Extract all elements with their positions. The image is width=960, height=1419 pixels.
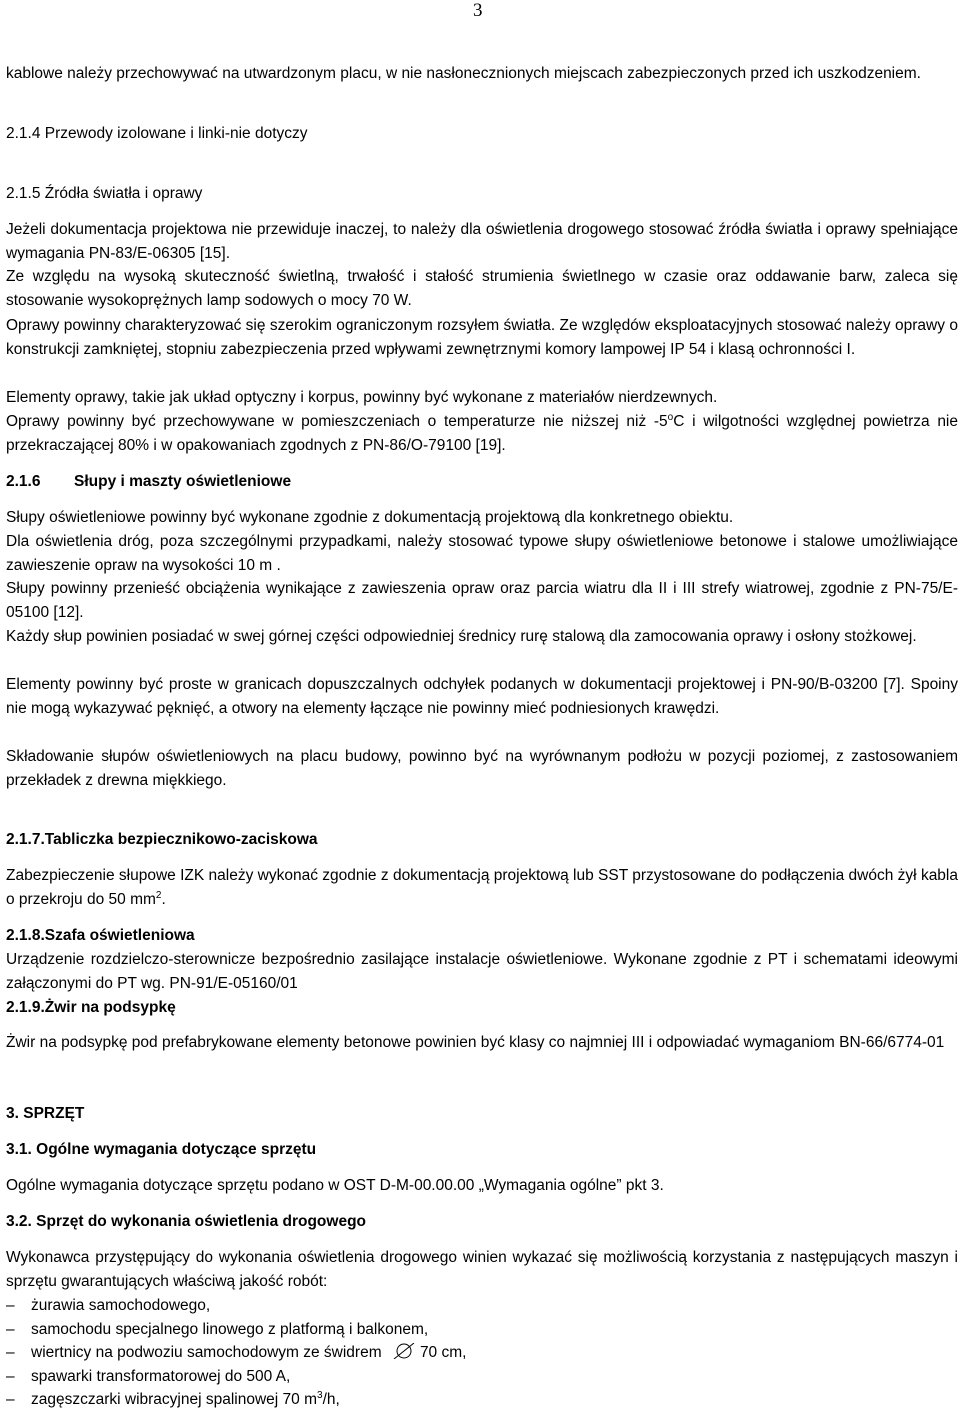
heading-2-1-4: 2.1.4 Przewody izolowane i linki-nie dotyczy <box>6 125 308 142</box>
paragraph-2-1-6-d: Każdy słup powinien posiadać w swej górnej części odpowiedniej średnicy rurę stalową dla zamocowania oprawy i osłony stożkowej. <box>6 628 917 645</box>
heading-3-1: 3.1. Ogólne wymagania dotyczące sprzętu <box>6 1141 317 1158</box>
list-item <box>6 1388 958 1412</box>
paragraph-2-1-6-b: Dla oświetlenia dróg, poza szczególnymi przypadkami, należy stosować typowe słupy oświetleniowe betonowe i stalowe umożliwiające zawieszenie opraw na wysokości 10 m . <box>6 533 958 574</box>
paragraph-2-1-8: Urządzenie rozdzielczo-sterownicze bezpośrednio zasilające instalacje oświetleniowe. Wykonane zgodnie z PT i schematami ideowymi załączonymi do PT wg. PN-91/E-05160/01 <box>6 951 958 992</box>
paragraph-intro: kablowe należy przechowywać na utwardzonym placu, w nie nasłonecznionych miejscach zabezpieczonych przed ich uszkodzeniem. <box>6 65 921 82</box>
paragraph-3-1: Ogólne wymagania dotyczące sprzętu podano w OST D-M-00.00.00 „Wymagania ogólne” pkt 3. <box>6 1177 664 1194</box>
paragraph-2-1-5-e-post: C i wilgotności względnej powietrza nie przekraczającej 80% i w opakowaniach zgodnych z PN-86/O-79100 [19]. <box>6 413 958 454</box>
list-item-text-post: /h, <box>322 1391 340 1408</box>
paragraph-2-1-5-e-pre: Oprawy powinny być przechowywane w pomieszczeniach o temperaturze nie niższej niż -5 <box>6 413 668 430</box>
heading-3-2: 3.2. Sprzęt do wykonania oświetlenia drogowego <box>6 1213 367 1230</box>
heading-2-1-6 <box>6 470 958 494</box>
paragraph-2-1-7 <box>6 864 958 911</box>
paragraph-2-1-5-a: Jeżeli dokumentacja projektowa nie przewiduje inaczej, to należy dla oświetlenia drogowego stosować źródła światła i oprawy spełniające wymagania PN-83/E-06305 [15]. <box>6 221 958 262</box>
dash-bullet: – <box>6 1297 15 1314</box>
heading-2-1-7: 2.1.7.Tabliczka bezpiecznikowo-zaciskowa <box>6 831 318 848</box>
list-item-text: spawarki transformatorowej do 500 A, <box>31 1367 291 1385</box>
degree-superscript: o <box>667 411 674 423</box>
dash-bullet: – <box>6 1391 15 1408</box>
equipment-list <box>6 1294 958 1412</box>
paragraph-3-2: Wykonawca przystępujący do wykonania oświetlenia drogowego winien wykazać się możliwością korzystania z następujących maszyn i sprzętu gwarantujących właściwą jakość robót: <box>6 1249 958 1290</box>
list-item-text: zagęszczarki wibracyjnej spalinowej 70 m <box>31 1391 318 1408</box>
dash-bullet: – <box>6 1344 15 1361</box>
list-item-text: samochodu specjalnego linowego z platformą i balkonem, <box>31 1320 429 1338</box>
paragraph-2-1-6-e: Elementy powinny być proste w granicach dopuszczalnych odchyłek podanych w dokumentacji projektowej i PN-90/B-03200 [7]. Spoiny nie mogą wykazywać pęknięć, a otwory na elementy łączące nie powinny mieć podniesionych krawędzi. <box>6 676 958 717</box>
paragraph-2-1-6-c: Słupy powinny przenieść obciążenia wynikające z zawieszenia opraw oraz parcia wiatru dla II i III strefy wiatrowej, zgodnie z PN-75/E-05100 [12]. <box>6 580 958 621</box>
paragraph-2-1-7-pre: Zabezpieczenie słupowe IZK należy wykonać zgodnie z dokumentacją projektową lub SST przystosowane do podłączenia dwóch żył kabla o przekroju do 50 mm <box>6 867 958 908</box>
diameter-icon <box>392 1343 416 1359</box>
heading-2-1-9: 2.1.9.Żwir na podsypkę <box>6 999 176 1016</box>
list-item <box>6 1294 958 1318</box>
dash-bullet: – <box>6 1367 15 1385</box>
paragraph-2-1-6-a: Słupy oświetleniowe powinny być wykonane zgodnie z dokumentacją projektową dla konkretnego obiektu. <box>6 509 734 526</box>
cubic-superscript: 3 <box>317 1389 323 1401</box>
squared-superscript: 2 <box>155 889 162 901</box>
paragraph-2-1-5-b: Ze względu na wysoką skuteczność świetlną, trwałość i stałość strumienia świetlnego w czasie oraz oddawanie barw, zaleca się stosowanie wysokoprężnych lamp sodowych o mocy 70 W. <box>6 268 958 309</box>
list-item <box>6 1318 958 1342</box>
paragraph-2-1-7-post: . <box>161 890 166 908</box>
page-number: 3 <box>473 0 483 21</box>
list-item-text: wiertnicy na podwoziu samochodowym ze świdrem <box>31 1344 382 1361</box>
heading-3: 3. SPRZĘT <box>6 1105 85 1122</box>
paragraph-2-1-5-e <box>6 410 958 457</box>
paragraph-2-1-5-d: Elementy oprawy, takie jak układ optyczny i korpus, powinny być wykonane z materiałów nierdzewnych. <box>6 389 718 406</box>
list-item <box>6 1341 958 1365</box>
heading-2-1-5: 2.1.5 Źródła światła i oprawy <box>6 185 203 202</box>
list-item-diameter: 70 cm, <box>419 1344 467 1361</box>
list-item <box>6 1365 958 1389</box>
heading-2-1-6-title: Słupy i maszty oświetleniowe <box>74 473 292 490</box>
paragraph-2-1-5-c: Oprawy powinny charakteryzować się szerokim ograniczonym rozsyłem światła. Ze względów eksploatacyjnych stosować należy oprawy o konstrukcji zamkniętej, stopniu zabezpieczenia przed wpływami zewnętrznymi komory lampowej IP 54 i klasą ochronności I. <box>6 317 958 358</box>
heading-2-1-6-number: 2.1.6 <box>6 473 41 490</box>
heading-2-1-8: 2.1.8.Szafa oświetleniowa <box>6 927 195 944</box>
list-item-text: żurawia samochodowego, <box>31 1297 211 1314</box>
dash-bullet: – <box>6 1320 15 1338</box>
paragraph-2-1-6-f: Składowanie słupów oświetleniowych na placu budowy, powinno być na wyrównanym podłożu w pozycji poziomej, z zastosowaniem przekładek z drewna miękkiego. <box>6 748 958 789</box>
paragraph-2-1-9: Żwir na podsypkę pod prefabrykowane elementy betonowe powinien być klasy co najmniej III i odpowiadać wymaganiom BN-66/6774-01 <box>6 1034 945 1051</box>
